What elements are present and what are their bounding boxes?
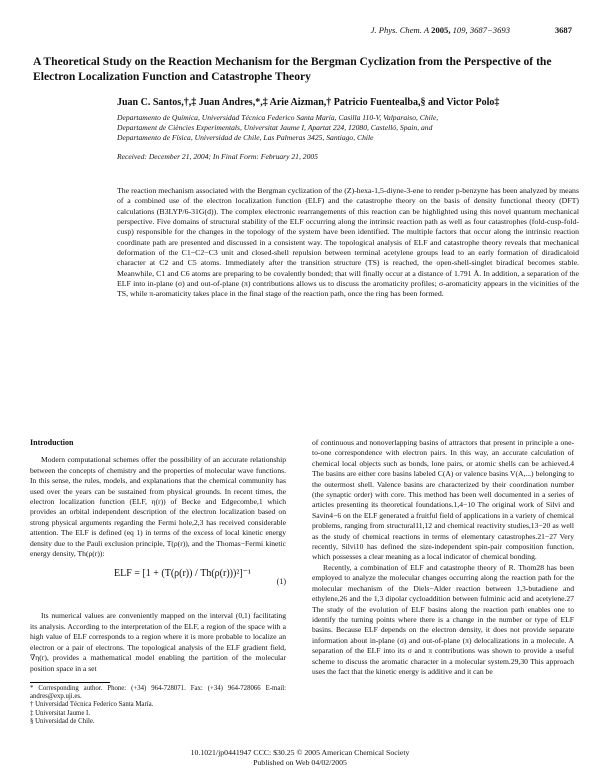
affiliation-line: Departamento de Química, Universidad Técnica Federico Santa María, Casilla 110-V, Valparaiso, Chile, xyxy=(117,113,439,122)
published-date-line: Published on Web 04/02/2005 xyxy=(253,758,347,767)
author-list: Juan C. Santos,†,‡ Juan Andres,*,‡ Arie Aizman,† Patricio Fuentealba,§ and Victor Polo‡ xyxy=(117,97,500,108)
affiliation-line: Departamento de Física, Universidad de Chile, Las Palmeras 3425, Santiago, Chile xyxy=(117,133,374,143)
page-number: 3687 xyxy=(554,25,572,35)
right-column xyxy=(312,438,574,677)
journal-volume-pages: 109, 3687−3693 xyxy=(450,25,510,35)
article-title: A Theoretical Study on the Reaction Mechanism for the Bergman Cyclization from the Perspective of the Electron Localization Function and Catastrophe Theory xyxy=(33,55,552,83)
equation-number: (1) xyxy=(276,577,286,587)
paragraph: Recently, a combination of ELF and catastrophe theory of R. Thom28 has been employed to analyze the molecular changes occurring along the reaction path for the molecular mechanism of the Diels−Alder reaction between 1,3-butadiene and ethylene,26 and the 1,3 dipolar cycloaddition between fulminic acid and acetylene.27 The study of the evolution of ELF basins along the reaction path enables one to identify the turning points where there is a change in the number or type of ELF basins. Because ELF depends on the electron density, it does not provide separate information about in-plane (σ) and out-of-plane (π) delocalizations in a molecule. A separation of the ELF into its σ and π contributions was shown to provide a useful scheme to discuss the aromatic character in a molecular system.29,30 This approach uses the fact that the kinetic energy is additive and it can be xyxy=(312,562,574,676)
paragraph: Modern computational schemes offer the possibility of an accurate relationship between the concepts of chemistry and the properties of molecular wave functions. In this sense, the rules, models, and explanations that the chemical community has used over the years can be sustained from physical grounds. In recent times, the electron localization function (ELF, η(r)) of Becke and Edgecombe,1 which provides an orbital independent description of the electron localization based on strong physical arguments regarding the Fermi hole,2,3 has received considerable attention. The ELF is defined (eq 1) in terms of the excess of local kinetic energy density due to the Pauli exclusion principle, T(ρ(r)), and the Thomas−Fermi kinetic energy density, Th(ρ(r)): xyxy=(30,455,286,559)
paragraph: of continuous and nonoverlapping basins of attractors that present in principle a one-to-one correspondence with electron pairs. In this way, an accurate calculation of chemical local objects such as bonds, lone pairs, or atomic shells can be achieved.4 The basins are either core basins labeled C(A) or valence basins V(A,...) belonging to the outermost shell. Valence basins are characterized by their coordination number (the synaptic order) with core. This method has been well documented in a series of articles presenting its theoretical foundations.1,4−10 The original work of Silvi and Savin4−6 on the ELF generated a fruitful field of applications in a variety of chemical problems, ranging from structural11,12 and chemical reactivity studies,13−20 as well as the study of chemical reactions in terms of elementary catastrophes.21−27 Very recently, Silvi10 has defined the size-independent spin-pair composition function, which possesses a clear meaning as a local indicator of chemical bonding. xyxy=(312,438,574,562)
footnote-affiliation: ‡ Universitat Jaume I. xyxy=(30,709,91,717)
doi-copyright-line: 10.1021/jp0441947 CCC: $30.25 © 2005 American Chemical Society xyxy=(190,748,410,757)
abstract: The reaction mechanism associated with the Bergman cyclization of the (Z)-hexa-1,5-diyne-3-ene to render p-benzyne has been analyzed by means of a combined use of the electron localization function (ELF) and the catastrophe theory on the basis of density functional theory (DFT) calculations (B3LYP/6-31G(d)). The complex electronic rearrangements of this reaction can be highlighted using this novel quantum mechanical perspective. Five domains of structural stability of the ELF occurring along the intrinsic reaction path as well as four catastrophes (fold-cusp-fold-cusp) responsible for the changes in the topology of the system have been identified. The multiple factors that occur along the intrinsic reaction coordinate path are presented and discussed in a consistent way. The topological analysis of ELF and catastrophe theory reveals that mechanical deformation of the C1−C2−C3 unit and closed-shell repulsion between terminal acetylene groups lead to an early formation of diradicaloid character at C2 and C5 atoms. Immediately after the transition structure (TS) is reached, the open-shell-singlet biradical becomes stable. Meanwhile, C1 and C6 atoms are preparing to be covalently bonded; that will finally occur at a distance of 1.791 Å. In addition, a separation of the ELF into in-plane (σ) and out-of-plane (π) contributions allows us to discuss the aromaticity profiles; σ-aromaticity appears in the vicinities of the TS, while π-aromaticity takes place in the final stage of the reaction path, once the ring has been formed. xyxy=(117,186,579,299)
journal-citation xyxy=(371,25,510,35)
affiliation-line: Departament de Ciències Experimentals, Universitat Jaume I, Apartat 224, 12080, Castelló, Spain, and xyxy=(117,123,433,133)
journal-year: 2005, xyxy=(431,25,451,35)
affiliations xyxy=(117,113,577,144)
footnote-corresponding-author: * Corresponding author. Phone: (+34) 964-728071. Fax: (+34) 964-728066 E-mail: andres@exp.uji.es. xyxy=(30,684,286,701)
equation-body: ELF = [1 + (T(ρ(r)) / Th(ρ(r)))²]⁻¹ xyxy=(114,568,251,580)
section-heading: Introduction xyxy=(30,438,74,447)
equation-1 xyxy=(30,563,286,605)
received-dates: Received: December 21, 2004; In Final Form: February 21, 2005 xyxy=(117,152,318,161)
footnote-affiliation: † Universidad Técnica Federico Santa María. xyxy=(30,701,154,709)
journal-name: J. Phys. Chem. A xyxy=(370,25,429,35)
left-column xyxy=(30,438,286,726)
paragraph: Its numerical values are conveniently mapped on the interval (0,1) facilitating its analysis. According to the interpretation of the ELF, a region of the space with a high value of ELF corresponds to a region where it is more probable to localize an electron or a pair of electrons. The topological analysis of the ELF gradient field, ∇η(r), provides a mathematical model enabling the partition of the molecular position space in a set xyxy=(30,611,286,673)
footnote-affiliation: § Universidad de Chile. xyxy=(30,717,95,725)
